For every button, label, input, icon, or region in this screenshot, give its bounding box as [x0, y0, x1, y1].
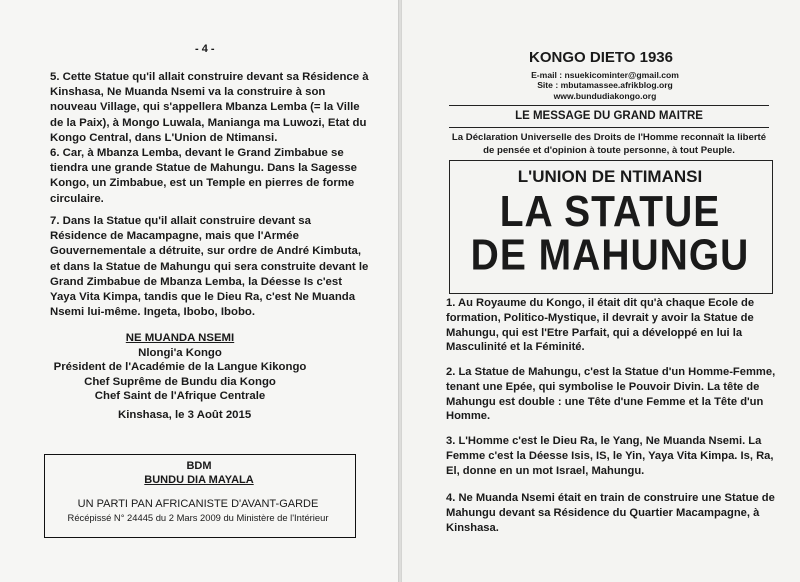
author-title-2: Président de l'Académie de la Langue Kikongo	[53, 361, 307, 374]
author-title-3: Chef Suprême de Bundu dia Kongo	[84, 375, 276, 388]
contact-site: Site : mbutamassee.afrikblog.org	[537, 80, 673, 91]
party-name: BUNDU DIA MAYALA	[144, 474, 254, 486]
main-title-line-2: DE MAHUNGU	[470, 231, 750, 280]
party-details	[38, 498, 358, 524]
paragraph-7: 7. Dans la Statue qu'il allait construire devant sa Résidence de Macampagne, mais que l'Armée Gouvernementale a détruite, sur ordre de André Kimbuta, et dans la Statue de Mahungu qui sera construite devant le Grand Zimbabue de Mbanza Lemba, la Déesse Is c'est Yaya Vita Kimpa, tandis que le Dieu Ra, c'est Ne Muanda Nsemi lui-même. Ingeta, Ibobo, Ibobo.	[50, 215, 369, 319]
main-title-line-1: LA STATUE	[499, 187, 721, 236]
party-heading	[44, 459, 354, 487]
paragraph-5: 5. Cette Statue qu'il allait construire devant sa Résidence à Kinshasa, Ne Muanda Nsemi va la construire à son nouveau Village, qui s'appellera Mbanza Lemba (= la Ville de la Paix), à Mongo Luwala, Manianga ma Luwozi, Etat du Kongo Central, dans L'Union de Ntimansi.	[50, 71, 369, 144]
party-abbr: BDM	[186, 460, 212, 472]
paragraph-1: 1. Au Royaume du Kongo, il était dit qu'à chaque Ecole de formation, Politico-Mystique, il devrait y avoir la Statue de Mahungu, qui est l'Etre Parfait, qui a développé en lui la Masculinité et la Féminité.	[446, 297, 755, 354]
contact-info	[510, 70, 700, 101]
declaration-text: La Déclaration Universelle des Droits de l'Homme reconnaît la liberté de pensée et d'opinion à toute personne, à tout Peuple.	[451, 132, 767, 156]
party-description: UN PARTI PAN AFRICANISTE D'AVANT-GARDE	[77, 498, 319, 510]
message-header: LE MESSAGE DU GRAND MAITRE	[515, 110, 703, 122]
paragraph-2: 2. La Statue de Mahungu, c'est la Statue d'un Homme-Femme, tenant une Epée, qui symbolise le Pouvoir Divin. La tête de Mahungu est double : une Tête d'une Femme et la Tête d'un Homme.	[446, 366, 776, 423]
party-receipt: Récépissé N° 24445 du 2 Mars 2009 du Ministère de l'Intérieur	[67, 512, 329, 523]
paragraph-3: 3. L'Homme c'est le Dieu Ra, le Yang, Ne Muanda Nsemi. La Femme c'est la Déesse Isis, IS, le Yin, Yaya Vita Kimpa. Is, Ra, El, donne en un mot Israel, Mahungu.	[446, 435, 774, 477]
author-title-4: Chef Saint de l'Afrique Centrale	[94, 390, 266, 403]
rule-bottom	[449, 127, 769, 128]
paragraph-6: 6. Car, à Mbanza Lemba, devant le Grand Zimbabue se tiendra une grande Statue de Mahungu. Dans la Sagesse Kongo, un Zimbabue, est un Temple en pierres de forme circulaire.	[50, 147, 357, 205]
author-title-1: Nlongi'a Kongo	[138, 346, 222, 359]
contact-site-2: www.bundudiakongo.org	[553, 90, 657, 101]
document-date: Kinshasa, le 3 Août 2015	[118, 409, 252, 421]
left-page	[0, 0, 398, 582]
author-name: NE MUANDA NSEMI	[125, 332, 235, 344]
paragraph-4: 4. Ne Muanda Nsemi était en train de construire une Statue de Mahungu devant sa Résidence du Quartier Macampagne, à Kinshasa.	[446, 492, 775, 534]
page-number: - 4 -	[195, 43, 215, 55]
rule-top	[449, 105, 769, 106]
brand-title: KONGO DIETO 1936	[529, 49, 673, 66]
right-page	[402, 0, 800, 582]
main-title	[449, 187, 771, 280]
contact-email: E-mail : nsuekicominter@gmail.com	[531, 70, 679, 80]
union-subtitle: L'UNION DE NTIMANSI	[517, 167, 703, 186]
signature-block	[30, 331, 330, 404]
